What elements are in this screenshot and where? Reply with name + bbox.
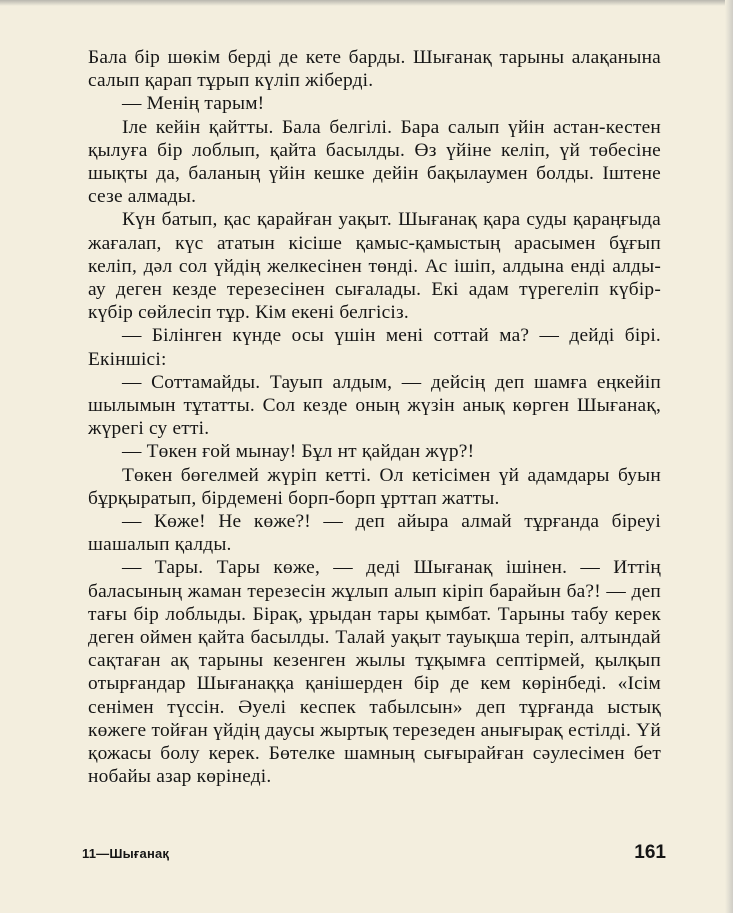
paragraph-2: — Менің тарым! — [121, 93, 265, 115]
scan-shadow-top — [0, 0, 733, 6]
paragraph-6: — Соттамайды. Тауып алдым, — дейсің деп шамға еңкейіп шылымын тұтатты. Сол кезде оның жүзін анық көрген Шығанақ, жүрегі су етті. — [88, 371, 661, 440]
page-footer — [82, 842, 666, 866]
paragraph-10: — Тары. Тары көже, — деді Шығанақ ішінен. — Иттің баласының жаман терезесін жұлып алып кіріп барайын ба?! — деп тағы бір лоблыды. Бірақ, ұрыдан тары қымбат. Тарыны табу керек деген оймен қайта басылды. Талай уақыт тауықша теріп, алтындай сақтаған ақ тарыны кезенген жылы тұқымға септірмей, қылқып отырғандар Шығанаққа қанішерден бір де кем көрінбеді. «Ісім сенімен түссін. Әуелі кеспек табылсын» деп тұрғанда ыстық көжеге тойған үйдің даусы жыртық терезеден анығырақ естілді. Үй қожасы болу керек. Бөтелке шамның сығырайған сәулесімен бет нобайы азар көрінеді. — [88, 557, 661, 788]
paragraph-3: Іле кейін қайтты. Бала белгілі. Бара салып үйін астан-кестен қылуға бір лоблып, қайта басылды. Өз үйіне келіп, үй төбесіне шықты да, баланың үйін кешке дейін бақылаумен болды. Іштене сезе алмады. — [88, 116, 661, 208]
paragraph-5: — Білінген күнде осы үшін мені соттай ма? — дейді бірі. Екіншісі: — [88, 325, 661, 370]
paragraph-9: — Көже! Не көже?! — деп айыра алмай тұрғанда біреуі шашалып қалды. — [88, 511, 661, 556]
page-number: 161 — [634, 842, 666, 863]
paragraph-7: — Төкен ғой мынау! Бұл нт қайдан жүр?! — [121, 441, 475, 463]
scan-shadow-right — [725, 0, 733, 913]
page-body-text — [88, 46, 661, 789]
paragraph-1: Бала бір шөкім берді де кете барды. Шығанақ тарыны алақанына салып қарап тұрып күліп жіберді. — [88, 47, 661, 92]
paragraph-4: Күн батып, қас қарайған уақыт. Шығанақ қара суды қараңғыда жағалап, күс ататын кісіше қамыс-қамыстың арасымен бұғып келіп, дәл сол үйдің желкесінен төнді. Ас ішіп, алдына енді алды-ау деген кезде терезесінен сығалады. Екі адам түрегеліп күбір-күбір сөйлесіп тұр. Кім екені белгісіз. — [88, 209, 661, 324]
paragraph-8: Төкен бөгелмей жүріп кетті. Ол кетісімен үй адамдары буын бұрқыратып, бірдемені борп-борп ұрттап жатты. — [88, 464, 661, 509]
printer-signature: 11—Шығанақ — [82, 846, 170, 861]
